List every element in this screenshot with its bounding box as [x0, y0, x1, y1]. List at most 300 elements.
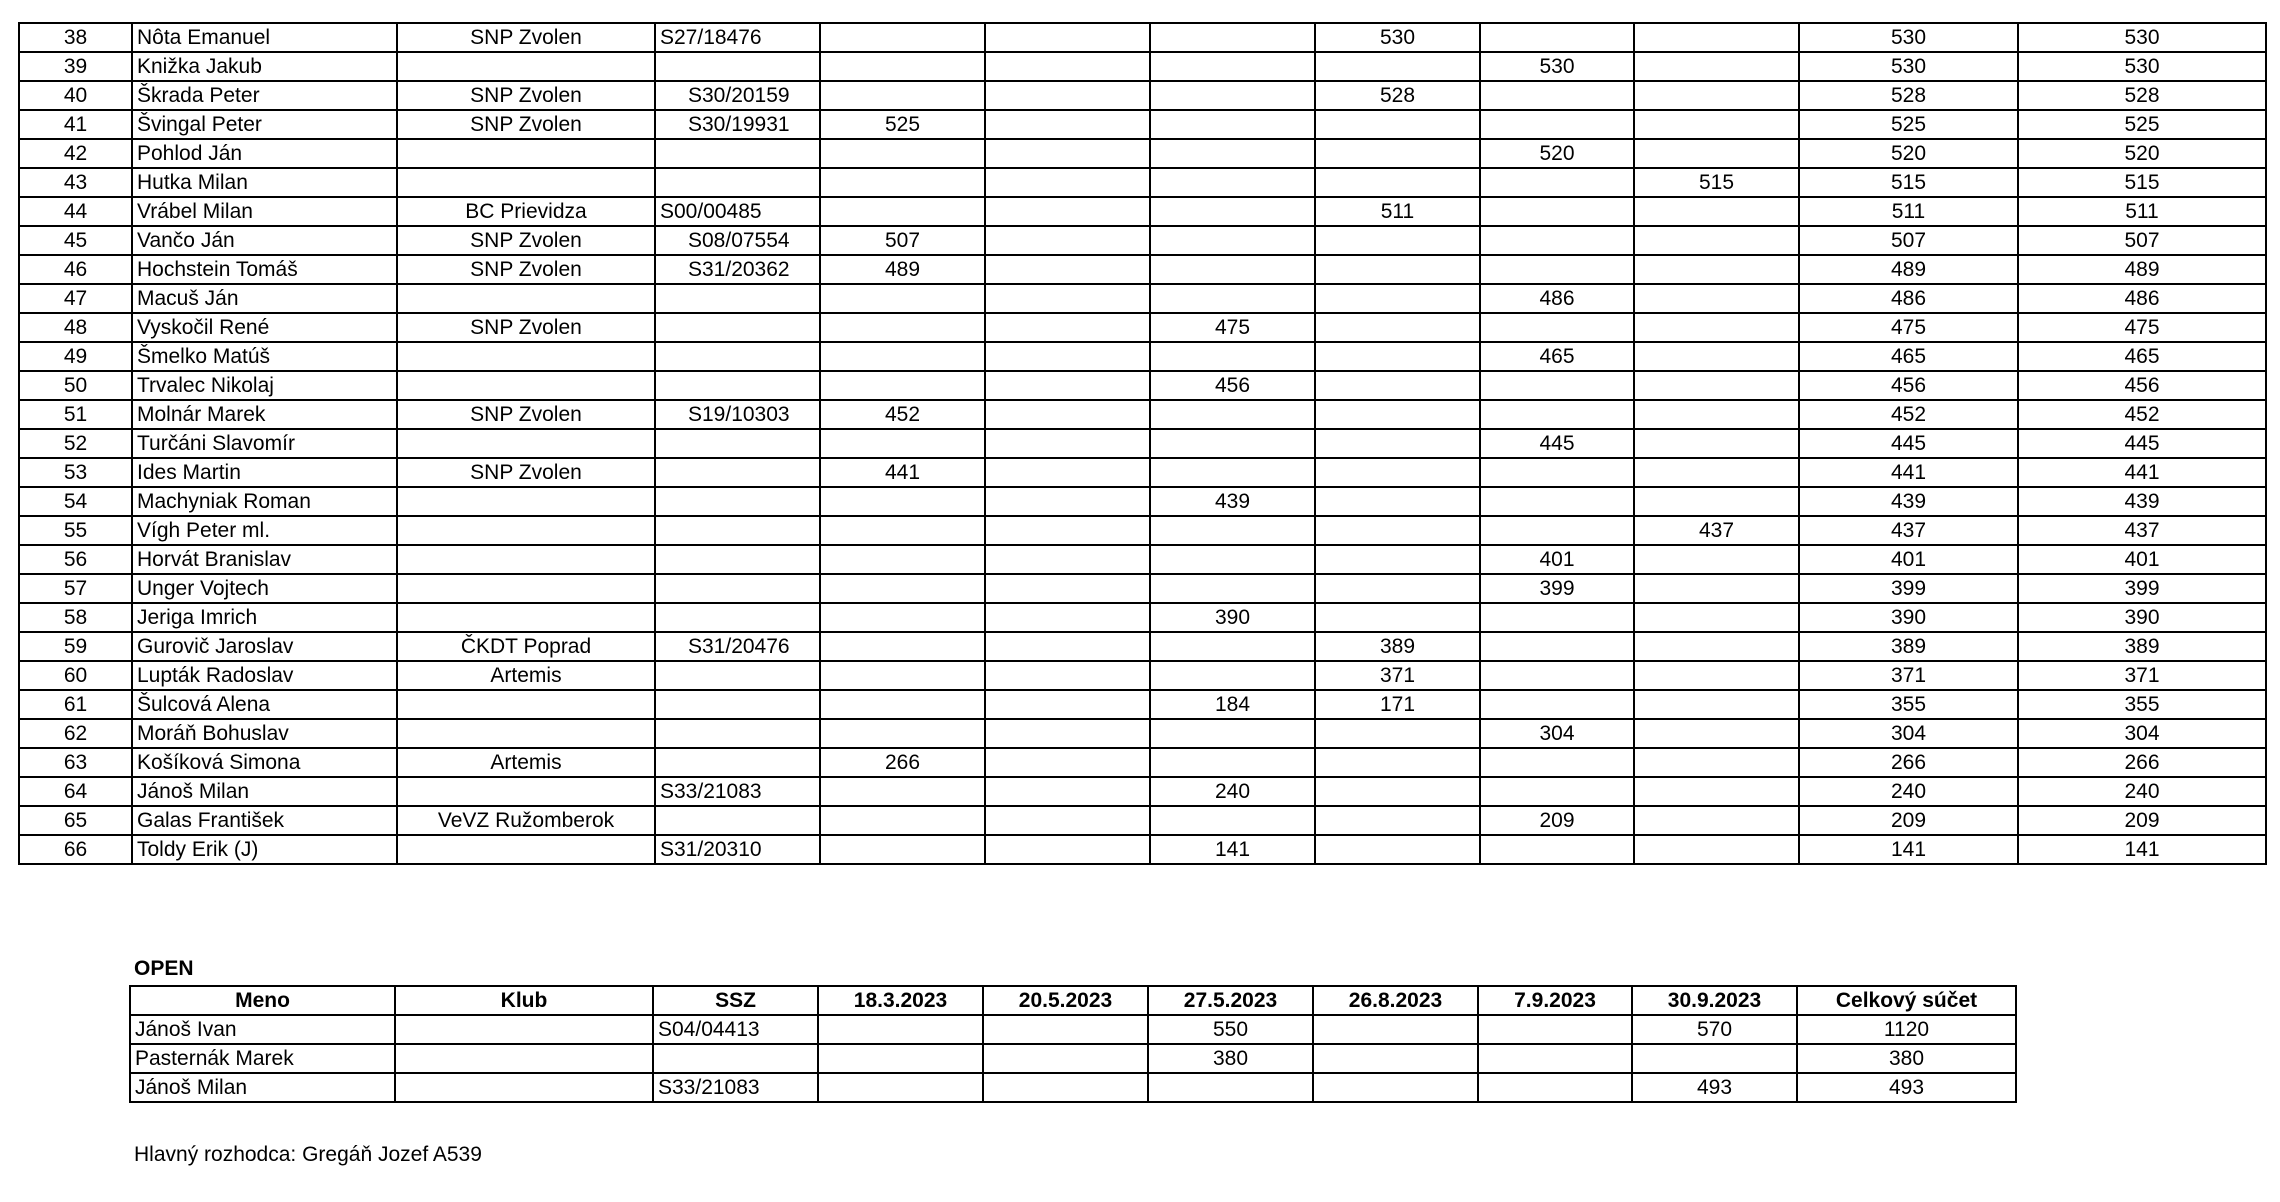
ssz-cell: S33/21083 — [655, 777, 820, 806]
club-cell — [397, 690, 655, 719]
rank-cell: 44 — [19, 197, 132, 226]
round1-cell — [820, 835, 985, 864]
rank-cell: 51 — [19, 400, 132, 429]
round5-cell — [1480, 226, 1634, 255]
results-table-body — [19, 23, 2266, 864]
round6-cell — [1634, 690, 1799, 719]
round5-cell — [1480, 313, 1634, 342]
name-cell: Pohlod Ján — [132, 139, 397, 168]
round2-cell — [985, 458, 1150, 487]
round1-cell — [820, 52, 985, 81]
total-cell: 390 — [1799, 603, 2018, 632]
round3-cell — [1150, 23, 1315, 52]
round2-cell — [985, 371, 1150, 400]
rank-cell: 58 — [19, 603, 132, 632]
table-cell: Jánoš Milan — [130, 1073, 395, 1102]
ssz-cell: S31/20310 — [655, 835, 820, 864]
club-cell — [397, 545, 655, 574]
round5-cell: 304 — [1480, 719, 1634, 748]
round4-cell — [1315, 574, 1480, 603]
table-cell: 550 — [1148, 1015, 1313, 1044]
name-cell: Košíková Simona — [132, 748, 397, 777]
rank-cell: 40 — [19, 81, 132, 110]
round6-cell — [1634, 284, 1799, 313]
final-total-cell: 515 — [2018, 168, 2266, 197]
final-total-cell: 452 — [2018, 400, 2266, 429]
round2-cell — [985, 197, 1150, 226]
round6-cell: 515 — [1634, 168, 1799, 197]
ssz-cell: S30/19931 — [655, 110, 820, 139]
table-row — [19, 545, 2266, 574]
round3-cell — [1150, 168, 1315, 197]
round3-cell — [1150, 139, 1315, 168]
rank-cell: 61 — [19, 690, 132, 719]
column-header: SSZ — [653, 986, 818, 1015]
ssz-cell — [655, 661, 820, 690]
table-cell — [1478, 1073, 1632, 1102]
round5-cell — [1480, 458, 1634, 487]
final-total-cell: 507 — [2018, 226, 2266, 255]
final-total-cell: 489 — [2018, 255, 2266, 284]
total-cell: 141 — [1799, 835, 2018, 864]
column-header: Klub — [395, 986, 653, 1015]
rank-cell: 43 — [19, 168, 132, 197]
round3-cell — [1150, 458, 1315, 487]
round1-cell — [820, 777, 985, 806]
round3-cell — [1150, 806, 1315, 835]
open-results-table — [129, 985, 2017, 1103]
round2-cell — [985, 255, 1150, 284]
name-cell: Horvát Branislav — [132, 545, 397, 574]
round4-cell — [1315, 168, 1480, 197]
table-cell — [1632, 1044, 1797, 1073]
round3-cell — [1150, 81, 1315, 110]
club-cell: Artemis — [397, 661, 655, 690]
round1-cell — [820, 690, 985, 719]
round1-cell — [820, 139, 985, 168]
round4-cell — [1315, 748, 1480, 777]
round5-cell — [1480, 487, 1634, 516]
round2-cell — [985, 748, 1150, 777]
total-cell: 465 — [1799, 342, 2018, 371]
club-cell — [397, 835, 655, 864]
round5-cell — [1480, 110, 1634, 139]
rank-cell: 53 — [19, 458, 132, 487]
final-total-cell: 441 — [2018, 458, 2266, 487]
club-cell — [397, 371, 655, 400]
table-row — [19, 23, 2266, 52]
total-cell: 452 — [1799, 400, 2018, 429]
round1-cell — [820, 719, 985, 748]
final-total-cell: 371 — [2018, 661, 2266, 690]
round3-cell — [1150, 748, 1315, 777]
round5-cell — [1480, 632, 1634, 661]
total-cell: 371 — [1799, 661, 2018, 690]
table-row — [19, 777, 2266, 806]
round1-cell — [820, 545, 985, 574]
round4-cell — [1315, 777, 1480, 806]
rank-cell: 60 — [19, 661, 132, 690]
table-cell — [818, 1044, 983, 1073]
round6-cell — [1634, 139, 1799, 168]
rank-cell: 64 — [19, 777, 132, 806]
name-cell: Vrábel Milan — [132, 197, 397, 226]
round2-cell — [985, 23, 1150, 52]
round6-cell — [1634, 487, 1799, 516]
table-row — [19, 487, 2266, 516]
table-row — [19, 139, 2266, 168]
round5-cell: 530 — [1480, 52, 1634, 81]
table-cell: 1120 — [1797, 1015, 2016, 1044]
round4-cell — [1315, 806, 1480, 835]
name-cell: Toldy Erik (J) — [132, 835, 397, 864]
round1-cell — [820, 197, 985, 226]
club-cell — [397, 719, 655, 748]
round4-cell — [1315, 226, 1480, 255]
name-cell: Unger Vojtech — [132, 574, 397, 603]
round3-cell — [1150, 545, 1315, 574]
ssz-cell — [655, 313, 820, 342]
round3-cell: 439 — [1150, 487, 1315, 516]
club-cell — [397, 429, 655, 458]
table-row — [19, 458, 2266, 487]
table-row — [130, 1073, 2016, 1102]
round2-cell — [985, 545, 1150, 574]
round2-cell — [985, 110, 1150, 139]
total-cell: 530 — [1799, 23, 2018, 52]
table-cell: S33/21083 — [653, 1073, 818, 1102]
rank-cell: 38 — [19, 23, 132, 52]
table-cell — [395, 1044, 653, 1073]
final-total-cell: 525 — [2018, 110, 2266, 139]
table-row — [19, 168, 2266, 197]
round5-cell — [1480, 603, 1634, 632]
total-cell: 304 — [1799, 719, 2018, 748]
round1-cell — [820, 632, 985, 661]
round6-cell — [1634, 777, 1799, 806]
ssz-cell — [655, 545, 820, 574]
table-row — [19, 690, 2266, 719]
round6-cell — [1634, 110, 1799, 139]
ssz-cell: S27/18476 — [655, 23, 820, 52]
round5-cell: 486 — [1480, 284, 1634, 313]
column-header: Meno — [130, 986, 395, 1015]
club-cell: SNP Zvolen — [397, 400, 655, 429]
round3-cell — [1150, 110, 1315, 139]
name-cell: Jeriga Imrich — [132, 603, 397, 632]
club-cell — [397, 574, 655, 603]
table-cell: Jánoš Ivan — [130, 1015, 395, 1044]
round5-cell — [1480, 23, 1634, 52]
round5-cell — [1480, 197, 1634, 226]
column-header: 20.5.2023 — [983, 986, 1148, 1015]
final-total-cell: 389 — [2018, 632, 2266, 661]
name-cell: Šulcová Alena — [132, 690, 397, 719]
total-cell: 209 — [1799, 806, 2018, 835]
table-cell: 570 — [1632, 1015, 1797, 1044]
round5-cell — [1480, 748, 1634, 777]
round5-cell: 445 — [1480, 429, 1634, 458]
total-cell: 507 — [1799, 226, 2018, 255]
round3-cell — [1150, 226, 1315, 255]
final-total-cell: 266 — [2018, 748, 2266, 777]
round1-cell — [820, 284, 985, 313]
round3-cell: 456 — [1150, 371, 1315, 400]
table-row — [19, 719, 2266, 748]
round3-cell: 240 — [1150, 777, 1315, 806]
round2-cell — [985, 487, 1150, 516]
ssz-cell — [655, 574, 820, 603]
round2-cell — [985, 719, 1150, 748]
rank-cell: 62 — [19, 719, 132, 748]
column-header: 26.8.2023 — [1313, 986, 1478, 1015]
name-cell: Šmelko Matúš — [132, 342, 397, 371]
round6-cell: 437 — [1634, 516, 1799, 545]
round4-cell — [1315, 719, 1480, 748]
rank-cell: 55 — [19, 516, 132, 545]
ssz-cell — [655, 719, 820, 748]
ssz-cell — [655, 806, 820, 835]
round6-cell — [1634, 255, 1799, 284]
column-header: 27.5.2023 — [1148, 986, 1313, 1015]
round1-cell — [820, 487, 985, 516]
open-section-title: OPEN — [134, 957, 194, 980]
round5-cell — [1480, 255, 1634, 284]
table-cell — [983, 1044, 1148, 1073]
round5-cell — [1480, 168, 1634, 197]
final-total-cell: 475 — [2018, 313, 2266, 342]
round4-cell — [1315, 545, 1480, 574]
round5-cell — [1480, 690, 1634, 719]
final-total-cell: 141 — [2018, 835, 2266, 864]
round2-cell — [985, 342, 1150, 371]
round3-cell — [1150, 400, 1315, 429]
rank-cell: 47 — [19, 284, 132, 313]
round6-cell — [1634, 342, 1799, 371]
round3-cell — [1150, 516, 1315, 545]
round5-cell — [1480, 777, 1634, 806]
round3-cell: 184 — [1150, 690, 1315, 719]
name-cell: Gurovič Jaroslav — [132, 632, 397, 661]
table-cell — [1478, 1015, 1632, 1044]
round6-cell — [1634, 661, 1799, 690]
round5-cell: 399 — [1480, 574, 1634, 603]
name-cell: Vančo Ján — [132, 226, 397, 255]
table-cell — [395, 1073, 653, 1102]
table-cell — [818, 1073, 983, 1102]
table-header-row — [130, 986, 2016, 1015]
ssz-cell — [655, 371, 820, 400]
round2-cell — [985, 690, 1150, 719]
round5-cell: 209 — [1480, 806, 1634, 835]
round6-cell — [1634, 81, 1799, 110]
name-cell: Ides Martin — [132, 458, 397, 487]
round4-cell — [1315, 835, 1480, 864]
round3-cell — [1150, 632, 1315, 661]
total-cell: 489 — [1799, 255, 2018, 284]
table-row — [130, 1015, 2016, 1044]
table-row — [19, 603, 2266, 632]
total-cell: 515 — [1799, 168, 2018, 197]
column-header: 30.9.2023 — [1632, 986, 1797, 1015]
total-cell: 528 — [1799, 81, 2018, 110]
round2-cell — [985, 400, 1150, 429]
rank-cell: 41 — [19, 110, 132, 139]
table-row — [19, 110, 2266, 139]
referee-note: Hlavný rozhodca: Gregáň Jozef A539 — [134, 1143, 482, 1166]
round1-cell: 441 — [820, 458, 985, 487]
final-total-cell: 304 — [2018, 719, 2266, 748]
round1-cell: 489 — [820, 255, 985, 284]
name-cell: Švingal Peter — [132, 110, 397, 139]
round6-cell — [1634, 400, 1799, 429]
table-row — [19, 400, 2266, 429]
round2-cell — [985, 632, 1150, 661]
club-cell: SNP Zvolen — [397, 81, 655, 110]
name-cell: Moráň Bohuslav — [132, 719, 397, 748]
column-header: 7.9.2023 — [1478, 986, 1632, 1015]
round4-cell: 528 — [1315, 81, 1480, 110]
table-row — [19, 81, 2266, 110]
rank-cell: 66 — [19, 835, 132, 864]
rank-cell: 49 — [19, 342, 132, 371]
table-row — [19, 835, 2266, 864]
table-cell — [395, 1015, 653, 1044]
round4-cell — [1315, 371, 1480, 400]
name-cell: Hochstein Tomáš — [132, 255, 397, 284]
round5-cell — [1480, 661, 1634, 690]
round4-cell: 389 — [1315, 632, 1480, 661]
round3-cell — [1150, 719, 1315, 748]
name-cell: Vígh Peter ml. — [132, 516, 397, 545]
club-cell — [397, 52, 655, 81]
round5-cell: 520 — [1480, 139, 1634, 168]
name-cell: Škrada Peter — [132, 81, 397, 110]
round2-cell — [985, 661, 1150, 690]
ssz-cell: S30/20159 — [655, 81, 820, 110]
round2-cell — [985, 806, 1150, 835]
round2-cell — [985, 226, 1150, 255]
round3-cell: 475 — [1150, 313, 1315, 342]
ssz-cell — [655, 342, 820, 371]
round4-cell — [1315, 139, 1480, 168]
table-row — [19, 806, 2266, 835]
rank-cell: 42 — [19, 139, 132, 168]
club-cell: Artemis — [397, 748, 655, 777]
round3-cell — [1150, 52, 1315, 81]
total-cell: 401 — [1799, 545, 2018, 574]
round1-cell — [820, 661, 985, 690]
round3-cell — [1150, 255, 1315, 284]
round4-cell: 511 — [1315, 197, 1480, 226]
round4-cell: 171 — [1315, 690, 1480, 719]
round1-cell — [820, 574, 985, 603]
club-cell — [397, 516, 655, 545]
name-cell: Vyskočil René — [132, 313, 397, 342]
table-cell: S04/04413 — [653, 1015, 818, 1044]
final-total-cell: 456 — [2018, 371, 2266, 400]
round6-cell — [1634, 632, 1799, 661]
round6-cell — [1634, 429, 1799, 458]
club-cell — [397, 342, 655, 371]
round6-cell — [1634, 835, 1799, 864]
round6-cell — [1634, 313, 1799, 342]
club-cell — [397, 777, 655, 806]
results-table — [18, 22, 2267, 865]
final-total-cell: 530 — [2018, 52, 2266, 81]
round2-cell — [985, 81, 1150, 110]
round6-cell — [1634, 52, 1799, 81]
club-cell: SNP Zvolen — [397, 226, 655, 255]
round2-cell — [985, 603, 1150, 632]
name-cell: Trvalec Nikolaj — [132, 371, 397, 400]
final-total-cell: 530 — [2018, 23, 2266, 52]
total-cell: 441 — [1799, 458, 2018, 487]
round1-cell: 525 — [820, 110, 985, 139]
round1-cell — [820, 81, 985, 110]
total-cell: 399 — [1799, 574, 2018, 603]
round4-cell — [1315, 603, 1480, 632]
round4-cell — [1315, 313, 1480, 342]
name-cell: Turčáni Slavomír — [132, 429, 397, 458]
rank-cell: 63 — [19, 748, 132, 777]
table-cell: Pasternák Marek — [130, 1044, 395, 1073]
total-cell: 475 — [1799, 313, 2018, 342]
rank-cell: 59 — [19, 632, 132, 661]
total-cell: 437 — [1799, 516, 2018, 545]
round6-cell — [1634, 458, 1799, 487]
table-row — [19, 748, 2266, 777]
ssz-cell: S31/20476 — [655, 632, 820, 661]
total-cell: 525 — [1799, 110, 2018, 139]
table-row — [19, 197, 2266, 226]
round2-cell — [985, 52, 1150, 81]
name-cell: Lupták Radoslav — [132, 661, 397, 690]
round6-cell — [1634, 574, 1799, 603]
round4-cell — [1315, 110, 1480, 139]
table-cell: 493 — [1797, 1073, 2016, 1102]
round3-cell: 390 — [1150, 603, 1315, 632]
round3-cell — [1150, 197, 1315, 226]
round4-cell — [1315, 255, 1480, 284]
ssz-cell — [655, 458, 820, 487]
total-cell: 530 — [1799, 52, 2018, 81]
club-cell: VeVZ Ružomberok — [397, 806, 655, 835]
name-cell: Molnár Marek — [132, 400, 397, 429]
name-cell: Nôta Emanuel — [132, 23, 397, 52]
club-cell — [397, 284, 655, 313]
round5-cell: 465 — [1480, 342, 1634, 371]
open-results-table-body — [130, 986, 2016, 1102]
round1-cell — [820, 342, 985, 371]
round4-cell — [1315, 284, 1480, 313]
column-header: 18.3.2023 — [818, 986, 983, 1015]
round4-cell — [1315, 516, 1480, 545]
rank-cell: 50 — [19, 371, 132, 400]
round1-cell: 507 — [820, 226, 985, 255]
club-cell: SNP Zvolen — [397, 255, 655, 284]
round3-cell — [1150, 574, 1315, 603]
total-cell: 439 — [1799, 487, 2018, 516]
round4-cell — [1315, 458, 1480, 487]
round1-cell — [820, 806, 985, 835]
round4-cell: 371 — [1315, 661, 1480, 690]
club-cell — [397, 139, 655, 168]
ssz-cell: S19/10303 — [655, 400, 820, 429]
final-total-cell: 445 — [2018, 429, 2266, 458]
round6-cell — [1634, 719, 1799, 748]
total-cell: 511 — [1799, 197, 2018, 226]
